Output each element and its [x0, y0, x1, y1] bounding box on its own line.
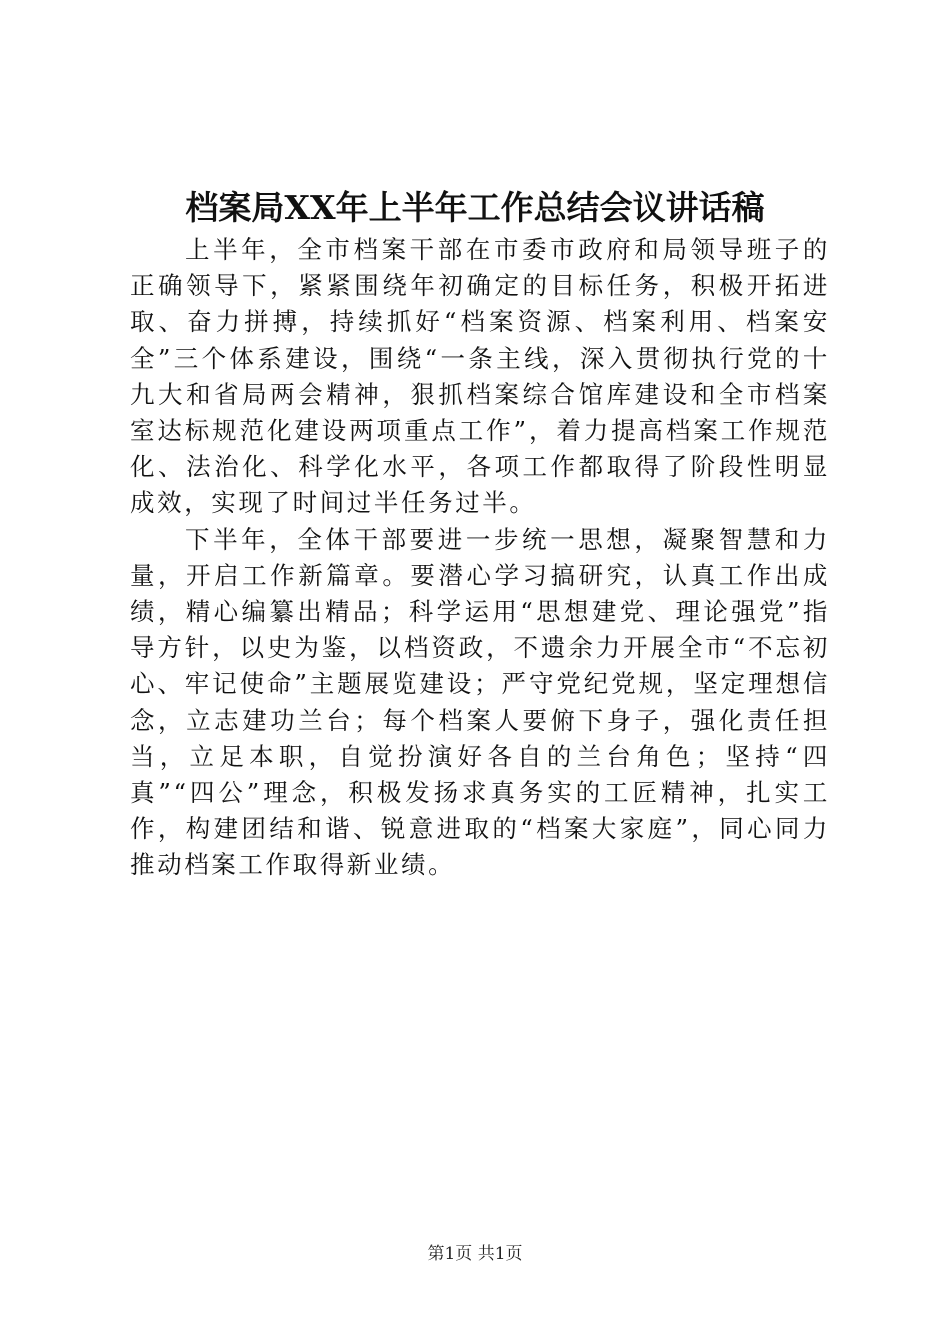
paragraph-second-half: 下半年，全体干部要进一步统一思想，凝聚智慧和力量，开启工作新篇章。要潜心学习搞研究，认真工作出成绩，精心编纂出精品；科学运用“思想建党、理论强党”指导方针，以史为鉴，以档资政，不遗余力开展全市“不忘初心、牢记使命”主题展览建设；严守党纪党规，坚定理想信念，立志建功兰台；每个档案人要俯下身子，强化责任担当，立足本职，自觉扮演好各自的兰台角色；坚持“四真”“四公”理念，积极发扬求真务实的工匠精神，扎实工作，构建团结和谐、锐意进取的“档案大家庭”，同心同力推动档案工作取得新业绩。: [130, 524, 830, 880]
page-number-footer: 第1页 共1页: [427, 1244, 523, 1264]
document-body: [130, 232, 830, 884]
paragraph-first-half: 上半年，全市档案干部在市委市政府和局领导班子的正确领导下，紧紧围绕年初确定的目标任务，积极开拓进取、奋力拼搏，持续抓好“档案资源、档案利用、档案安全”三个体系建设，围绕“一条主线，深入贯彻执行党的十九大和省局两会精神，狠抓档案综合馆库建设和全市档案室达标规范化建设两项重点工作”，着力提高档案工作规范化、法治化、科学化水平，各项工作都取得了阶段性明显成效，实现了时间过半任务过半。: [130, 235, 830, 518]
document-title: 档案局XX年上半年工作总结会议讲话稿: [185, 188, 765, 227]
